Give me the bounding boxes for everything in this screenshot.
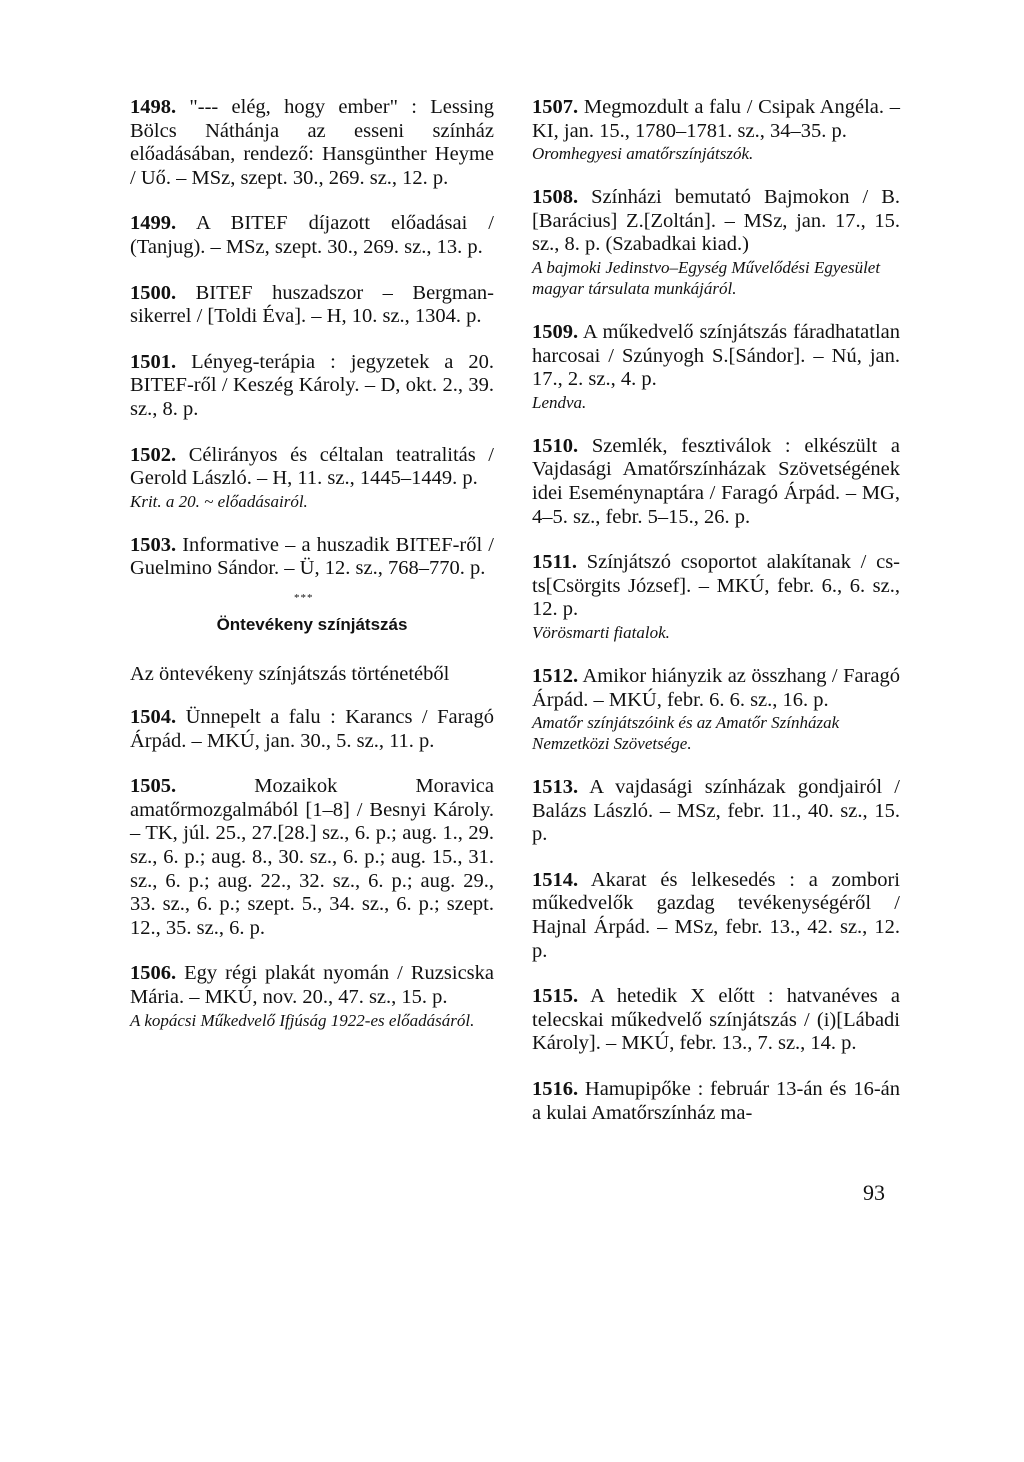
entry-number: 1512. [532,664,579,687]
entry-note: Vörösmarti fiatalok. [532,622,670,642]
entry-text: Lényeg-terápia : jegyzetek a 20. BITEF-ről / Keszég Károly. – D, okt. 2., 39. sz., 8. p. [130,350,494,420]
entry-text: A vajdasági színházak gondjairól / Balázs László. – MSz, febr. 11., 40. sz., 15. p. [532,776,900,846]
entry-number: 1498. [130,96,177,118]
entry-number: 1514. [532,868,579,891]
page-number: 93 [863,1180,885,1205]
entry-text: Ünnepelt a falu : Karancs / Faragó Árpád. – MKÚ, jan. 30., 5. sz., 11. p. [130,706,494,752]
bib-entry [532,985,900,1056]
entry-text: Színházi bemutató Bajmokon / B.[Barácius] Z.[Zoltán]. – MSz, jan. 17., 15. sz., 8. p. (Szabadkai kiad.) [532,186,900,256]
bib-entry [130,706,494,753]
entry-number: 1509. [532,320,579,343]
bib-entry [130,775,494,940]
bib-entry [532,1078,900,1125]
entry-note: Amatőr színjátszóink és az Amatőr Színházak Nemzetközi Szövetsége. [532,713,840,754]
entry-text: Megmozdult a falu / Csipak Angéla. – KI, jan. 15., 1780–1781. sz., 34–35. p. [532,96,900,142]
bib-entry [532,776,900,847]
bib-entry [130,282,494,329]
entry-text: Szemlék, fesztiválok : elkészült a Vajdasági Amatőrszínházak Szövetségének idei Eseménynaptára / Faragó Árpád. – MG, 4–5. sz., febr. 5–15., 26. p. [532,434,900,528]
entry-number: 1511. [532,551,577,574]
section-separator: *** [294,592,314,604]
right-column [532,96,900,1147]
bib-entry [532,665,900,754]
entry-number: 1506. [130,962,177,985]
entry-text: Mozaikok Moravica amatőrmozgalmából [1–8] / Besnyi Károly. – TK, júl. 25., 27.[28.] sz., 6. p.; aug. 1., 29. sz., 6. p.; aug. 8., 30. sz., 6. p.; aug. 15., 31. sz., 6. p.; aug. 22., 32. sz., 6. p.; aug. 29., 33. sz., 6. p.; szept. 5., 34. sz., 6. p.; szept. 12., 35. sz., 6. p. [130,775,494,939]
entry-number: 1516. [532,1078,579,1101]
entry-text: Egy régi plakát nyomán / Ruzsicska Mária. – MKÚ, nov. 20., 47. sz., 15. p. [130,962,494,1009]
entry-text: "--- elég, hogy ember" : Lessing Bölcs Náthánja az esseni színház előadásában, rendező: Hansgünther Heyme / Uő. – MSz, szept. 30., 269. sz., 12. p. [130,96,494,189]
entry-text: Amikor hiányzik az összhang / Faragó Árpád. – MKÚ, febr. 6. 6. sz., 16. p. [532,664,900,711]
bib-entry [130,534,494,581]
bib-entry [532,869,900,963]
entry-text: Színjátszó csoportot alakítanak / cs-ts[Csörgits József]. – MKÚ, febr. 6., 6. sz., 12. p. [532,551,900,621]
bib-entry [532,186,900,299]
bib-entry [130,351,494,422]
entry-number: 1500. [130,281,177,304]
bib-entry [532,96,900,164]
entry-note: A kopácsi Műkedvelő Ifjúság 1922-es előadásáról. [130,1010,475,1030]
entry-number: 1501. [130,350,177,373]
entry-text: Hamupipőke : február 13-án és 16-án a kulai Amatőrszínház ma- [532,1078,900,1124]
entry-number: 1503. [130,533,177,556]
entry-text: A műkedvelő színjátszás fáradhatatlan harcosai / Szúnyogh S.[Sándor]. – Nú, jan. 17., 2. sz., 4. p. [532,320,900,391]
entry-number: 1513. [532,776,579,799]
entry-text: Célirányos és céltalan teatralitás / Gerold László. – H, 11. sz., 1445–1449. p. [130,443,494,490]
bib-entry [130,212,494,259]
entry-number: 1505. [130,775,177,798]
entry-note: Lendva. [532,392,587,412]
entry-note: A bajmoki Jedinstvo–Egység Művelődési Egyesület magyar társulata munkájáról. [532,257,881,298]
entry-number: 1515. [532,985,579,1008]
entry-number: 1507. [532,96,579,118]
section-intro: Az öntevékeny színjátszás történetéből [130,662,450,685]
entry-number: 1502. [130,443,177,466]
bib-entry [130,444,494,512]
entry-number: 1499. [130,212,177,235]
section-title: Öntevékeny színjátszás [216,614,408,634]
left-column [130,96,494,1053]
entry-text: Informative – a huszadik BITEF-ről / Guelmino Sándor. – Ü, 12. sz., 768–770. p. [130,533,494,580]
bib-entry [532,435,900,529]
bib-entry [130,962,494,1030]
entry-text: BITEF huszadszor – Bergman-sikerrel / [Toldi Éva]. – H, 10. sz., 1304. p. [130,281,494,328]
entry-text: A hetedik X előtt : hatvanéves a telecskai műkedvelő színjátszás / (i)[Lábadi Károly]. – MKÚ, febr. 13., 7. sz., 14. p. [532,985,900,1055]
bib-entry [532,321,900,413]
entry-note: Krit. a 20. ~ előadásairól. [130,491,308,511]
bib-entry [130,96,494,190]
entry-number: 1508. [532,186,579,209]
entry-note: Oromhegyesi amatőrszínjátszók. [532,144,754,164]
entry-number: 1510. [532,434,579,457]
bib-entry [532,551,900,643]
entry-text: A BITEF díjazott előadásai / (Tanjug). – MSz, szept. 30., 269. sz., 13. p. [130,212,494,258]
entry-text: Akarat és lelkesedés : a zombori műkedvelők gazdag tevékenységéről / Hajnal Árpád. – MSz, febr. 13., 42. sz., 12. p. [532,868,900,962]
entry-number: 1504. [130,706,177,729]
